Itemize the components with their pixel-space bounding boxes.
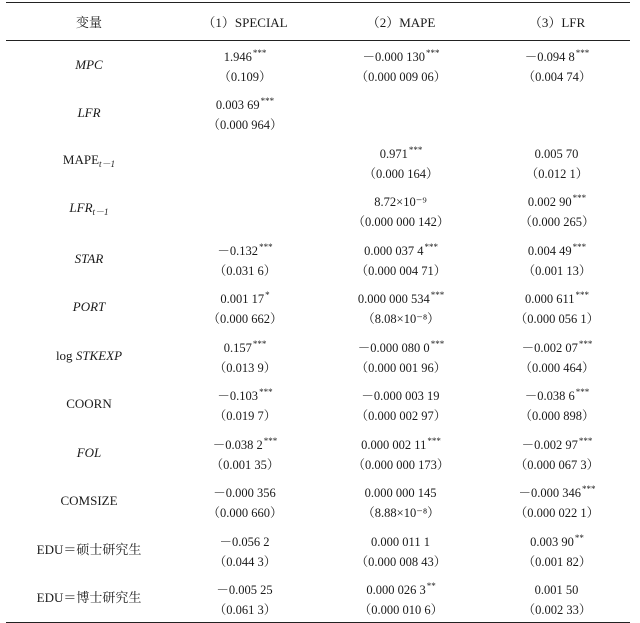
significance-stars: ***: [426, 48, 440, 58]
standard-error: （0.000 004 71）: [355, 263, 447, 278]
significance-stars: ***: [424, 241, 438, 252]
header-mape: （2）MAPE: [366, 15, 436, 30]
coefficient: [318, 101, 484, 125]
coefficient: [484, 285, 630, 309]
coefficient-value: －0.132: [217, 243, 259, 258]
row-label: [6, 186, 172, 235]
significance-stars: ***: [575, 48, 590, 58]
cell-model-1: [172, 138, 318, 187]
coefficient-value: 8.72×10⁻⁹: [374, 195, 427, 210]
standard-error: （0.000 001 96）: [355, 360, 447, 375]
standard-error: （0.000 660）: [207, 506, 283, 521]
row-label-text: LFR: [69, 200, 93, 216]
cell-model-2: [318, 89, 484, 138]
table-row: [6, 283, 630, 332]
coefficient: [484, 479, 630, 503]
coefficient-value: 0.005 70: [534, 146, 579, 161]
row-label-text: FOL: [76, 444, 102, 460]
coefficient-value: 0.157: [223, 340, 252, 355]
standard-error: （0.001 35）: [210, 457, 280, 472]
row-label: [6, 89, 172, 138]
cell-model-1: [172, 332, 318, 381]
coefficient: [318, 43, 484, 67]
table-row: [6, 235, 630, 284]
cell-model-3: [484, 138, 630, 187]
cell-model-2: [318, 429, 484, 478]
standard-error: （0.000 662）: [207, 312, 283, 327]
table-row: [6, 138, 630, 187]
row-label: [6, 477, 172, 526]
coefficient-value: －0.002 97: [521, 437, 578, 452]
cell-model-3: [484, 41, 630, 90]
coefficient-value: 0.003 90: [530, 534, 574, 549]
table-row: [6, 89, 630, 138]
cell-model-1: [172, 526, 318, 575]
row-label-text: PORT: [72, 299, 106, 315]
coefficient: [318, 431, 484, 455]
row-label-subscript: t－1: [99, 158, 116, 169]
coefficient-value: 0.000 011 1: [371, 534, 430, 549]
table-row: [6, 477, 630, 526]
coefficient-value: 0.000 000 534: [357, 292, 430, 307]
coefficient: [318, 382, 484, 406]
table-row: [6, 429, 630, 478]
cell-model-1: [172, 41, 318, 90]
coefficient: [172, 576, 318, 600]
standard-error: （8.88×10⁻⁸）: [362, 506, 440, 521]
standard-error: （0.019 7）: [213, 409, 277, 424]
row-label: [6, 429, 172, 478]
row-label-text: LFR: [77, 105, 101, 121]
cell-model-2: [318, 41, 484, 90]
coefficient: [318, 528, 484, 552]
coefficient: [484, 528, 630, 552]
significance-stars: ***: [430, 290, 445, 301]
coefficient-value: －0.094 8: [524, 50, 575, 64]
significance-stars: ***: [263, 435, 278, 446]
coefficient-value: －0.000 003 19: [361, 389, 440, 404]
coefficient-value: 0.002 90: [527, 195, 572, 210]
cell-model-1: [172, 186, 318, 235]
significance-stars: ***: [252, 338, 267, 349]
row-label-text: EDU＝硕士研究生: [36, 541, 142, 557]
coefficient-value: 0.971: [379, 146, 408, 161]
log-variable: STKEXP: [75, 347, 123, 363]
row-label: [6, 235, 172, 284]
standard-error: （0.000 022 1）: [514, 506, 600, 521]
coefficient: [484, 237, 630, 261]
coefficient-value: －0.038 6: [524, 389, 575, 404]
row-label: [6, 283, 172, 332]
significance-stars: ***: [575, 387, 590, 398]
cell-model-2: [318, 283, 484, 332]
coefficient-value: －0.000 080 0: [357, 340, 430, 355]
coefficient: [172, 91, 318, 115]
cell-model-2: [318, 477, 484, 526]
table-row: [6, 186, 630, 235]
header-special: （1）SPECIAL: [202, 15, 288, 30]
coefficient: [172, 382, 318, 406]
table-row: [6, 380, 630, 429]
coefficient: [484, 431, 630, 455]
significance-stars: ***: [430, 338, 445, 349]
standard-error: （0.004 74）: [522, 70, 592, 84]
coefficient-value: －0.000 346: [518, 486, 581, 501]
cell-model-2: [318, 574, 484, 623]
coefficient-value: 0.003 69: [215, 98, 260, 113]
table-row: [6, 41, 630, 90]
coefficient-value: －0.056 2: [219, 534, 270, 549]
coefficient-value: 0.004 49: [527, 243, 572, 258]
coefficient-value: －0.002 07: [521, 340, 578, 355]
table-row: [6, 574, 630, 623]
table-body: [6, 41, 630, 623]
cell-model-2: [318, 186, 484, 235]
coefficient: [484, 576, 630, 600]
standard-error: （0.012 1）: [525, 166, 589, 181]
coefficient: [484, 382, 630, 406]
row-label-text: MPC: [75, 57, 103, 72]
row-label: [6, 526, 172, 575]
standard-error: （0.000 464）: [519, 360, 595, 375]
coefficient: [318, 479, 484, 503]
standard-error: （0.000 265）: [519, 215, 595, 230]
log-prefix: log: [55, 347, 76, 363]
standard-error: （8.08×10⁻⁸）: [362, 312, 440, 327]
header-lfr: （3）LFR: [528, 15, 586, 30]
coefficient-value: －0.103: [217, 389, 259, 404]
coefficient: [172, 528, 318, 552]
coefficient-value: 0.000 611: [524, 292, 575, 307]
significance-stars: ***: [252, 48, 267, 58]
significance-stars: ***: [259, 241, 273, 252]
standard-error: （0.000 000 142）: [352, 215, 450, 230]
standard-error: （0.109）: [218, 70, 272, 84]
cell-model-1: [172, 283, 318, 332]
standard-error: （0.061 3）: [213, 603, 277, 617]
row-label-text: STAR: [74, 250, 104, 266]
coefficient-value: 0.000 000 145: [364, 486, 437, 501]
cell-model-3: [484, 526, 630, 575]
significance-stars: *: [265, 290, 270, 301]
coefficient: [172, 285, 318, 309]
row-label-text: MAPE: [62, 151, 100, 167]
coefficient-value: 0.001 17: [220, 292, 265, 307]
row-label: [6, 574, 172, 623]
standard-error: （0.001 82）: [522, 554, 592, 569]
standard-error: （0.000 964）: [207, 118, 283, 133]
significance-stars: ***: [572, 241, 587, 252]
significance-stars: ***: [572, 193, 587, 204]
table-row: [6, 332, 630, 381]
cell-model-1: [172, 380, 318, 429]
coefficient: [484, 101, 630, 125]
coefficient-value: 1.946: [223, 50, 252, 64]
standard-error: （0.000 002 97）: [355, 409, 447, 424]
cell-model-3: [484, 283, 630, 332]
cell-model-3: [484, 186, 630, 235]
significance-stars: ***: [259, 387, 273, 398]
cell-model-1: [172, 89, 318, 138]
cell-model-2: [318, 235, 484, 284]
coefficient: [172, 150, 318, 174]
coefficient: [172, 198, 318, 222]
coefficient-value: －0.000 356: [213, 486, 276, 501]
cell-model-3: [484, 235, 630, 284]
standard-error: （0.031 6）: [213, 263, 277, 278]
coefficient-value: 0.000 026 3: [366, 583, 426, 597]
standard-error: （0.000 898）: [519, 409, 595, 424]
cell-model-3: [484, 574, 630, 623]
coefficient: [318, 334, 484, 358]
significance-stars: ***: [575, 290, 590, 301]
significance-stars: ***: [408, 144, 423, 155]
cell-model-3: [484, 89, 630, 138]
coefficient: [172, 43, 318, 67]
row-label-text: EDU＝博士研究生: [36, 590, 142, 605]
coefficient-value: 0.001 50: [534, 583, 579, 597]
row-label: [6, 332, 172, 381]
coefficient: [484, 334, 630, 358]
row-label-subscript: t－1: [92, 207, 109, 218]
row-label: [6, 41, 172, 90]
significance-stars: ***: [260, 96, 275, 107]
coefficient: [318, 237, 484, 261]
cell-model-2: [318, 138, 484, 187]
cell-model-3: [484, 429, 630, 478]
coefficient: [484, 43, 630, 67]
cell-model-2: [318, 332, 484, 381]
cell-model-1: [172, 429, 318, 478]
cell-model-2: [318, 526, 484, 575]
standard-error: （0.000 056 1）: [514, 312, 600, 327]
cell-model-3: [484, 380, 630, 429]
cell-model-1: [172, 477, 318, 526]
significance-stars: ***: [582, 484, 596, 495]
standard-error: （0.000 067 3）: [514, 457, 600, 472]
standard-error: （0.001 13）: [522, 263, 592, 278]
significance-stars: ***: [578, 435, 593, 446]
standard-error: （0.002 33）: [522, 603, 592, 617]
coefficient: [318, 188, 484, 212]
coefficient: [172, 334, 318, 358]
regression-table: [6, 2, 630, 623]
standard-error: （0.000 010 6）: [358, 603, 444, 617]
significance-stars: **: [426, 581, 436, 591]
coefficient-value: 0.000 037 4: [364, 243, 424, 258]
coefficient: [484, 140, 630, 164]
standard-error: （0.013 9）: [213, 360, 277, 375]
cell-model-2: [318, 380, 484, 429]
row-label-text: COORN: [66, 396, 112, 412]
row-label-text: COMSIZE: [60, 493, 118, 509]
standard-error: （0.000 009 06）: [355, 70, 447, 84]
row-label: [6, 138, 172, 187]
cell-model-1: [172, 574, 318, 623]
coefficient: [318, 140, 484, 164]
coefficient-value: 0.000 002 11: [361, 437, 427, 452]
significance-stars: ***: [578, 338, 593, 349]
cell-model-3: [484, 332, 630, 381]
coefficient-value: －0.038 2: [212, 437, 263, 452]
coefficient: [172, 237, 318, 261]
coefficient: [172, 479, 318, 503]
coefficient: [318, 576, 484, 600]
coefficient: [484, 188, 630, 212]
standard-error: （0.000 008 43）: [355, 554, 447, 569]
coefficient: [318, 285, 484, 309]
row-label-text: [56, 348, 122, 363]
standard-error: （0.044 3）: [213, 554, 277, 569]
header-variable: 变量: [75, 15, 102, 30]
header-row: [6, 3, 630, 41]
coefficient-value: －0.000 130: [362, 50, 425, 64]
significance-stars: **: [574, 532, 584, 543]
row-label: [6, 380, 172, 429]
table-row: [6, 526, 630, 575]
cell-model-3: [484, 477, 630, 526]
standard-error: （0.000 000 173）: [352, 457, 450, 472]
coefficient-value: －0.005 25: [216, 583, 273, 597]
significance-stars: ***: [427, 435, 441, 446]
cell-model-1: [172, 235, 318, 284]
standard-error: （0.000 164）: [363, 166, 439, 181]
coefficient: [172, 431, 318, 455]
